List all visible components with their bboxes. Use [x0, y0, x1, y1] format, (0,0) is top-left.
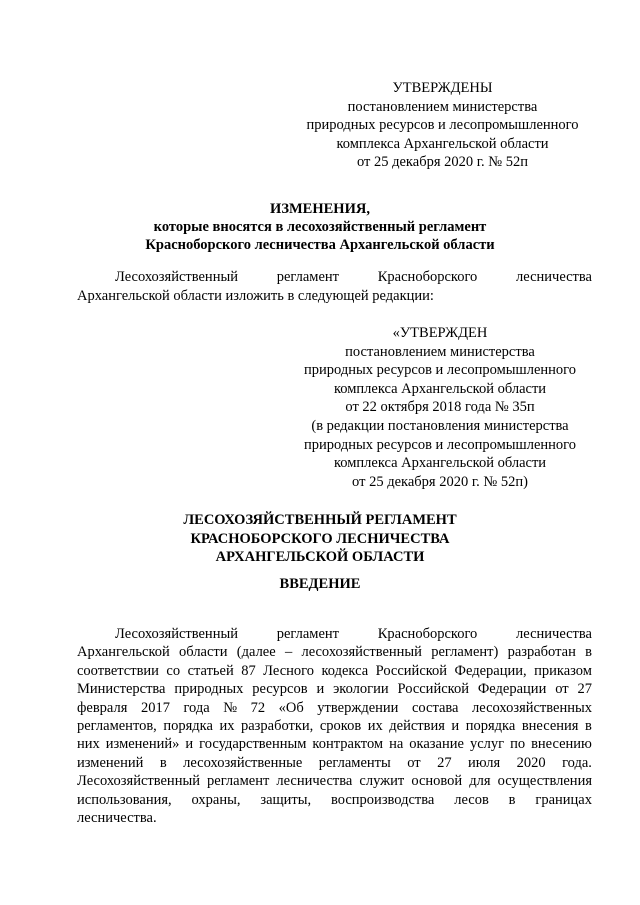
- body-word: в: [508, 791, 516, 808]
- body-word: лесохозяйственных: [472, 699, 592, 716]
- body-word: по: [510, 736, 526, 753]
- body-word: Российской: [375, 662, 448, 679]
- intro-word: регламент: [276, 269, 339, 285]
- body-word: порядка: [163, 718, 213, 735]
- intro-paragraph: [77, 268, 592, 306]
- body-word: лесничества: [516, 626, 592, 642]
- body-word: на: [389, 736, 404, 753]
- body-word: и: [451, 718, 460, 735]
- body-word: Федерации: [477, 681, 547, 698]
- body-word: №: [223, 699, 238, 716]
- body-word: регламентов,: [77, 718, 157, 735]
- regulation-title-line: КРАСНОБОРСКОГО ЛЕСНИЧЕСТВА: [190, 530, 450, 547]
- body-word: года: [183, 699, 210, 716]
- body-line: [77, 735, 592, 753]
- body-word: них: [77, 736, 100, 753]
- approval-date: от 25 декабря 2020 г. № 52п: [356, 154, 529, 170]
- body-word: их: [367, 718, 383, 735]
- body-word: Красноборского: [377, 626, 478, 642]
- body-word: экологии: [333, 681, 389, 698]
- body-word: 27: [577, 681, 592, 698]
- body-word: регламент): [431, 644, 499, 661]
- approval-title: «УТВЕРЖДЕН: [392, 325, 488, 341]
- body-word: «Об: [278, 699, 304, 716]
- body-word: со: [166, 662, 181, 679]
- body-line: [77, 717, 592, 735]
- body-word: разработки,: [241, 718, 314, 735]
- body-word: воспроизводства: [331, 791, 435, 808]
- body-line: [77, 699, 592, 717]
- intro-word: Красноборского: [377, 269, 478, 285]
- body-word: 2020: [516, 754, 546, 771]
- body-word: границах: [535, 791, 592, 808]
- body-word: Федерации,: [454, 662, 527, 679]
- regulation-title-line: АРХАНГЕЛЬСКОЙ ОБЛАСТИ: [215, 549, 425, 565]
- body-word: регламент: [207, 773, 270, 790]
- body-word: и: [185, 736, 194, 753]
- body-line: лесничества.: [77, 810, 157, 827]
- body-word: государственным: [199, 736, 307, 753]
- body-word: соответствии: [77, 662, 159, 679]
- approval-line: комплекса Архангельской области: [336, 135, 549, 152]
- body-word: февраля: [77, 699, 128, 716]
- intro-line: [77, 268, 592, 287]
- body-word: кодекса: [321, 662, 369, 679]
- body-line: [77, 754, 592, 772]
- body-word: Архангельской: [77, 644, 170, 661]
- body-word: регламент: [276, 626, 339, 642]
- body-word: в: [159, 754, 167, 771]
- body-word: природных: [174, 681, 244, 698]
- body-word: их: [219, 718, 235, 735]
- body-line: [77, 772, 592, 790]
- body-word: (далее: [236, 644, 276, 661]
- body-word: лесничества: [276, 773, 353, 790]
- body-word: 2017: [140, 699, 170, 716]
- body-word: состава: [411, 699, 459, 716]
- regulation-title: [70, 511, 570, 567]
- introduction-heading: ВВЕДЕНИЕ: [279, 576, 361, 592]
- approval-block-original: [290, 324, 590, 491]
- body-line: [77, 662, 592, 680]
- changes-subtitle: Красноборского лесничества Архангельской области: [145, 237, 495, 253]
- body-word: внесения: [521, 718, 579, 735]
- body-word: 72: [250, 699, 266, 716]
- body-word: Российской: [397, 681, 469, 698]
- body-word: Лесохозяйственный: [115, 626, 238, 642]
- body-word: действия: [389, 718, 445, 735]
- body-word: статьей: [187, 662, 234, 679]
- body-word: сроков: [319, 718, 362, 735]
- body-word: и: [316, 681, 325, 698]
- approval-line: постановлением министерства: [347, 98, 538, 115]
- body-word: в: [585, 718, 592, 735]
- body-word: года.: [562, 754, 592, 771]
- approval-line: природных ресурсов и лесопромышленного: [303, 362, 576, 379]
- body-line: [77, 791, 592, 809]
- body-word: лесохозяйственный: [301, 644, 422, 661]
- body-word: 27: [437, 754, 452, 771]
- body-line: [77, 625, 592, 643]
- intro-line: Архангельской области изложить в следующей редакции:: [77, 288, 434, 304]
- approval-block: [300, 79, 585, 172]
- approval-line: комплекса Архангельской области: [333, 455, 547, 472]
- body-word: охраны,: [191, 791, 241, 808]
- body-word: от: [555, 681, 569, 698]
- body-word: изменений»: [105, 736, 180, 753]
- body-word: порядка: [465, 718, 516, 735]
- body-line: [77, 680, 592, 698]
- body-word: лесохозяйственные: [183, 754, 303, 771]
- body-word: утверждении: [317, 699, 399, 716]
- body-word: июля: [468, 754, 501, 771]
- changes-title: ИЗМЕНЕНИЯ,: [270, 201, 370, 217]
- approval-line: природных ресурсов и лесопромышленного: [303, 436, 576, 453]
- body-word: для: [469, 773, 491, 790]
- approval-line: природных ресурсов и лесопромышленного: [306, 117, 579, 133]
- body-line: [77, 643, 592, 661]
- body-word: изменений: [77, 754, 144, 771]
- body-word: Лесохозяйственный: [77, 773, 200, 790]
- body-word: –: [284, 644, 293, 661]
- body-word: от: [407, 754, 421, 771]
- body-word: области: [179, 644, 228, 661]
- body-word: разработан: [507, 644, 576, 661]
- approval-line: комплекса Архангельской области: [333, 380, 547, 397]
- approval-line: постановлением министерства: [345, 343, 535, 360]
- body-word: лесов: [454, 791, 489, 808]
- approval-date: от 25 декабря 2020 г. № 52п): [352, 473, 528, 490]
- body-word: использования,: [77, 791, 172, 808]
- intro-word: лесничества: [516, 269, 592, 285]
- body-word: основой: [411, 773, 463, 790]
- approval-date: от 22 октября 2018 года № 35п: [345, 399, 535, 416]
- regulation-title-line: ЛЕСОХОЗЯЙСТВЕННЫЙ РЕГЛАМЕНТ: [183, 512, 457, 528]
- body-word: оказание: [409, 736, 464, 753]
- approval-title: УТВЕРЖДЕНЫ: [392, 80, 493, 96]
- body-word: контрактом: [312, 736, 384, 753]
- body-word: осуществления: [497, 773, 592, 790]
- body-word: приказом: [534, 662, 592, 679]
- body-word: внесению: [531, 736, 592, 753]
- body-word: Лесного: [263, 662, 314, 679]
- body-paragraph: [77, 625, 592, 827]
- intro-word: Лесохозяйственный: [115, 269, 238, 285]
- body-word: защиты,: [260, 791, 312, 808]
- approval-line: (в редакции постановления министерства: [311, 417, 569, 434]
- body-word: Министерства: [77, 681, 166, 698]
- body-word: ресурсов: [252, 681, 308, 698]
- body-word: регламенты: [318, 754, 391, 771]
- body-word: служит: [359, 773, 405, 790]
- body-word: 87: [241, 662, 256, 679]
- changes-subtitle: которые вносятся в лесохозяйственный регламент: [153, 219, 487, 235]
- body-word: услуг: [469, 736, 505, 753]
- changes-heading: [70, 200, 570, 254]
- body-word: в: [585, 644, 592, 661]
